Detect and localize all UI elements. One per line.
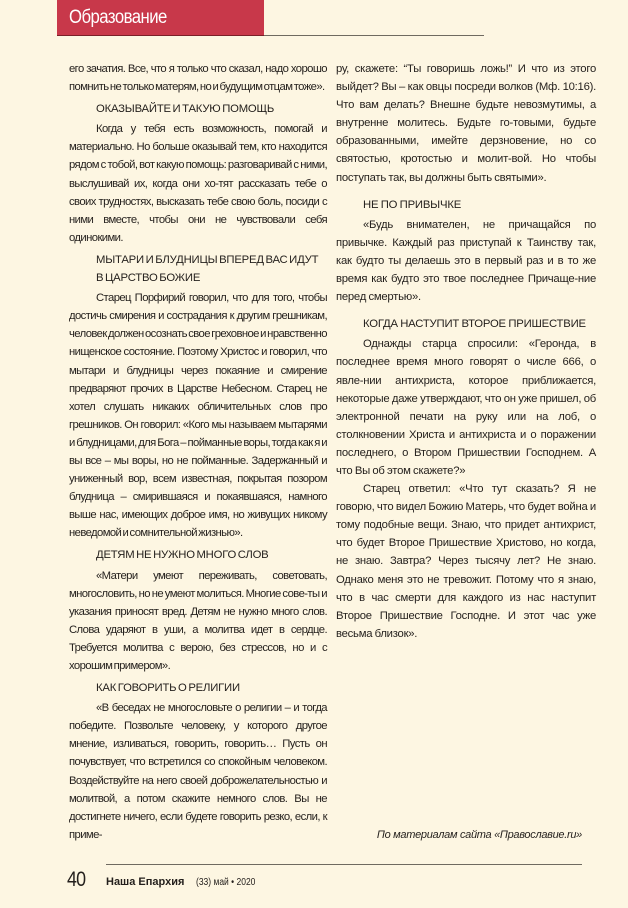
section-heading: НЕ ПО ПРИВЫЧКЕ [363, 198, 462, 211]
section-heading: КАК ГОВОРИТЬ О РЕЛИГИИ [96, 682, 240, 695]
paragraph: «Будь внимателен, не причащайся по привычке. Каждый раз приступай к Таинству так, как будто ты делаешь это в первый раз и в то же время как будто это твое последнее Причаще-ние перед смертью». [336, 218, 596, 304]
section-title: Образование [69, 7, 167, 28]
section-heading: ДЕТЯМ НЕ НУЖНО МНОГО СЛОВ [96, 549, 269, 562]
left-column [69, 60, 327, 844]
magazine-title: Наша Епархия [106, 876, 185, 888]
paragraph: «Матери умеют переживать, советовать, многословить, но не умеют молиться. Многие сове-ты и указания приносят вред. Детям не нужно много слов. Слова ударяют в уши, а молитва идет в сердце. Требуется молитва с верою, без стрессов, но и с хорошим примером». [69, 569, 327, 672]
paragraph: Старец ответил: «Что тут сказать? Я не говорю, что видел Божию Матерь, что будет война и тому подобные вещи. Знаю, что придет антихрист, что будет Второе Пришествие Христово, но когда, не знаю. Завтра? Через тысячу лет? Не знаю. Однако меня это не тревожит. Потому что я знаю, что в час смерти для каждого из нас наступит Второе Пришествие Господне. И этот час уже весьма близок». [336, 483, 596, 640]
paragraph: его зачатия. Все, что я только что сказал, надо хорошо помнить не только матерям, но и будущим отцам тоже». [69, 63, 327, 94]
paragraph: «В беседах не многословьте о религии – и тогда победите. Позвольте человеку, у которого другое мнение, изливаться, говорить, говорить… Пусть он почувствует, что встретился со спокойным человеком. Воздействуйте на него своей доброжелательностью и молитвой, а потом скажите немного слов. Вы не достигнете ничего, если будете говорить резко, если, к приме- [69, 702, 327, 841]
issue-info: (33) май • 2020 [196, 877, 256, 888]
paragraph: ру, скажете: “Ты говоришь ложь!” И что из этого выйдет? Вы – как овцы посреди волков (Мф. 10:16). Что вам делать? Внешне будьте невозмутимы, а внутренне молитесь. Будьте го-товыми, будьте образованными, имейте дерзновение, но со святостью, кротостью и молит-вой. Но чтобы поступать так, вы должны быть святыми». [336, 63, 596, 184]
section-header-tab [57, 0, 264, 36]
footer-divider [106, 864, 582, 865]
paragraph: Однажды старца спросили: «Геронда, в последнее время много говорят о числе 666, о явле-нии антихриста, которое приближается, некоторые даже утверждают, что он уже пришел, об электронной печати на руку или на лоб, о столкновении Христа и антихриста и о поражении последнего, о Втором Пришествии Господнем. А что Вы об этом скажете?» [336, 338, 596, 477]
paragraph: Когда у тебя есть возможность, помогай и материально. Но больше оказывай тем, кто находится рядом с тобой, вот какую помощь: разговаривай с ними, выслушивай их, когда они хо-тят рассказать тебе о своих трудностях, высказать тебе свою боль, посиди с ними вместе, чтобы они не чувствовали себя одинокими. [69, 123, 327, 244]
source-credit: По материалам сайта «Православие.ru» [376, 829, 582, 841]
section-heading: МЫТАРИ И БЛУДНИЦЫ ВПЕРЕД ВАС ИДУТ В ЦАРСТВО БОЖИЕ [96, 253, 319, 285]
page-number: 40 [67, 868, 86, 891]
header-divider [264, 35, 484, 36]
right-column [336, 60, 596, 643]
section-heading: ОКАЗЫВАЙТЕ И ТАКУЮ ПОМОЩЬ [96, 103, 275, 116]
paragraph: Старец Порфирий говорил, что для того, чтобы достичь смирения и сострадания к другим грешникам, человек должен осознать свое греховное и нравственно нищенское состояние. Поэтому Христос и говорил, что мытари и блудницы через покаяние и смирение предваряют прочих в Царстве Небесном. Старец не хотел слушать никаких обличительных слов про грешников. Он говорил: «Кого мы называем мытарями и блудницами, для Бога – пойманные воры, тогда как я и вы все – мы воры, но не пойманные. Задержанный и униженный вор, всем известная, покрытая позором блудница – смирившаяся и покаявшаяся, намного выше нас, имеющих доброе имя, но живущих никому неведомой и сомнительной жизнью». [69, 292, 327, 540]
section-heading: КОГДА НАСТУПИТ ВТОРОЕ ПРИШЕСТВИЕ [363, 318, 586, 331]
